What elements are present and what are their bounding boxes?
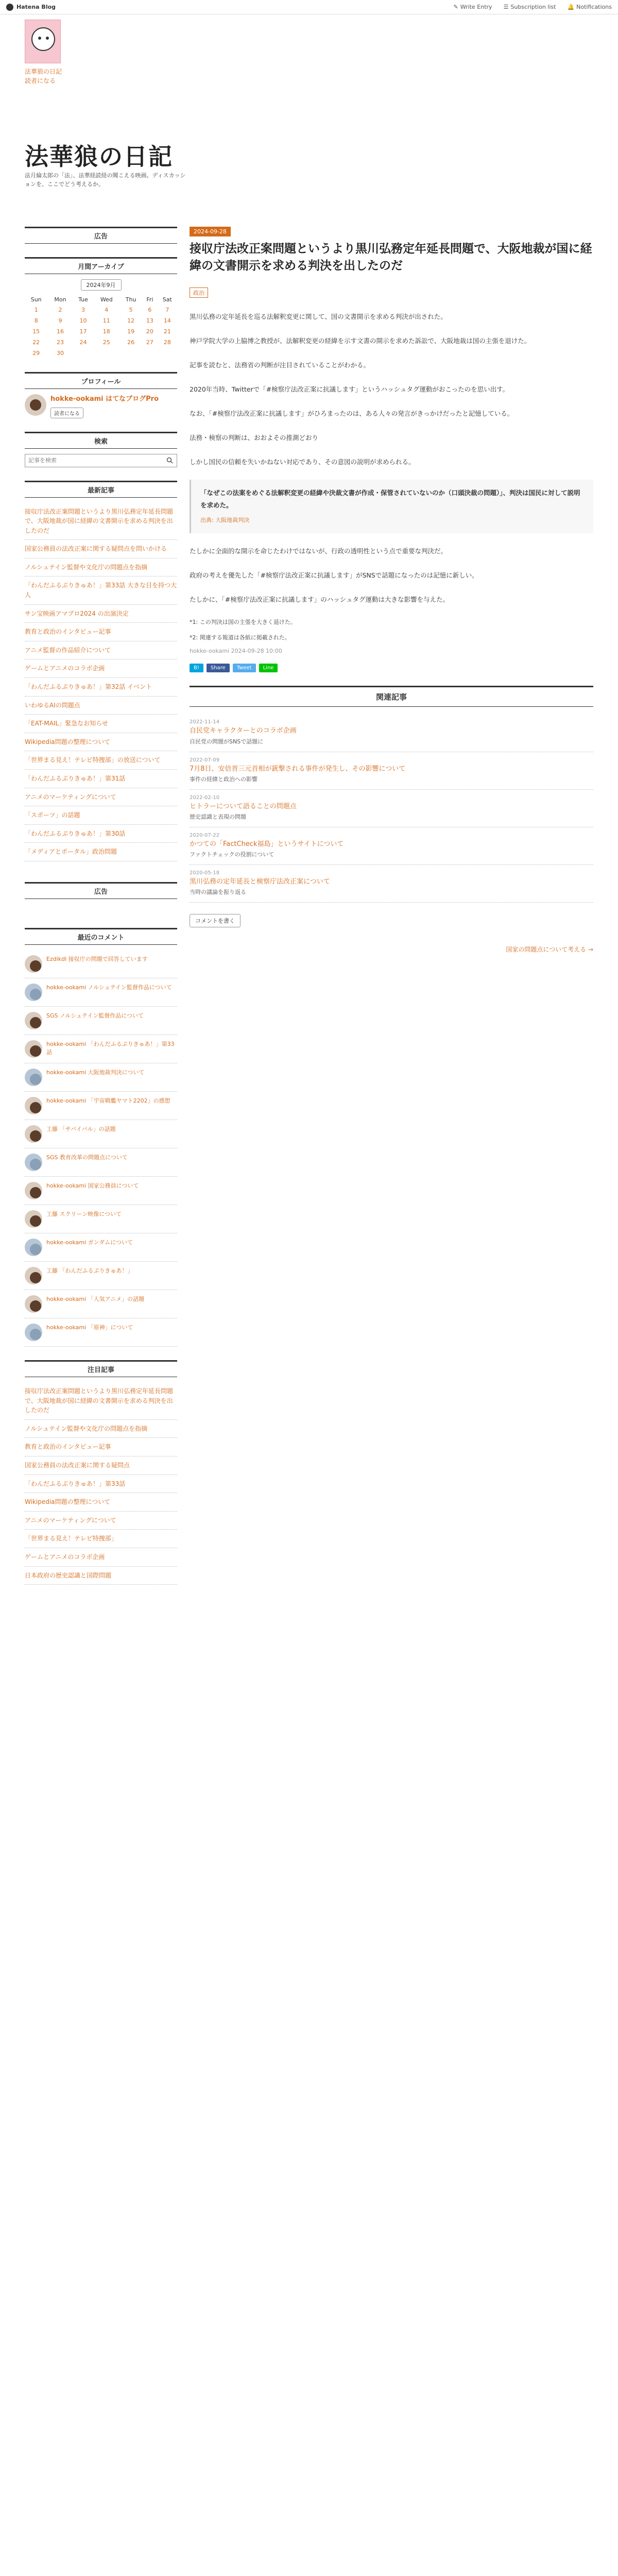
calendar-day[interactable]: 8 xyxy=(34,317,38,324)
recent-entry xyxy=(25,641,177,660)
popular-entry-link[interactable]: ゲームとアニメのコラボ企画 xyxy=(25,1553,105,1561)
calendar-day[interactable]: 18 xyxy=(102,328,110,335)
calendar-weekday: Wed xyxy=(100,296,113,303)
popular-entry xyxy=(25,1567,177,1585)
blog-tagline-name[interactable]: 法華狼の日記 xyxy=(25,68,62,75)
calendar-day[interactable]: 7 xyxy=(165,307,169,313)
comment-link[interactable]: hokke-ookami 「わんだふるぷりきゅあ！」第33話 xyxy=(46,1040,175,1056)
calendar-day[interactable]: 2 xyxy=(58,307,62,313)
popular-entry xyxy=(25,1548,177,1567)
recent-entry-link[interactable]: 「わんだふるぷりきゅあ！」第32話 イベント xyxy=(25,683,152,691)
blog-subscribe-link[interactable]: 読者になる xyxy=(25,77,56,84)
calendar-day[interactable]: 30 xyxy=(56,350,64,357)
write-comment-button[interactable]: コメントを書く xyxy=(190,914,241,927)
popular-entry xyxy=(25,1493,177,1512)
popular-entry-link[interactable]: 日本政府の歴史認識と国際問題 xyxy=(25,1571,112,1579)
comment-item xyxy=(25,1148,177,1177)
recent-entry-link[interactable]: アニメ監督の作品紹介について xyxy=(25,646,111,654)
article-quote xyxy=(190,480,593,533)
commenter-avatar[interactable] xyxy=(25,1239,42,1256)
search-title: 検索 xyxy=(25,432,177,449)
popular-entry xyxy=(25,1456,177,1475)
comment-item xyxy=(25,1205,177,1233)
related-snippet: 当時の議論を振り返る xyxy=(190,889,246,896)
popular-entry xyxy=(25,1475,177,1494)
related-title-link[interactable]: 7月8日、安倍晋三元首相が銃撃される事件が発生し、その影響について xyxy=(190,765,406,773)
calendar-weekday: Thu xyxy=(125,296,136,303)
comment-link[interactable]: SGS ノルシュテイン監督作品について xyxy=(46,1012,144,1019)
related-date: 2022-11-14 xyxy=(190,719,220,725)
footnote: *1: この判決は国の主張を大きく退けた。 xyxy=(190,618,296,625)
recent-entry xyxy=(25,825,177,843)
calendar-day[interactable]: 6 xyxy=(148,307,152,313)
commenter-avatar[interactable] xyxy=(25,1210,42,1228)
quote-source[interactable]: 出典: 大阪地裁判決 xyxy=(200,517,250,524)
next-entry-link[interactable]: 国家の問題点について考える → xyxy=(506,945,593,953)
recent-entries-widget xyxy=(25,481,177,861)
calendar-weekday: Sun xyxy=(30,296,42,303)
profile-widget xyxy=(25,372,177,418)
blog-mascot-image[interactable] xyxy=(25,20,61,63)
global-links xyxy=(454,4,612,10)
popular-entry-link[interactable]: 教育と政治のインタビュー記事 xyxy=(25,1443,111,1451)
recent-entry xyxy=(25,697,177,715)
related-snippet: 事件の経緯と政治への影響 xyxy=(190,776,258,783)
popular-entry-link[interactable]: アニメのマーケティングについて xyxy=(25,1516,116,1524)
calendar-day[interactable]: 16 xyxy=(56,328,64,335)
popular-entry-link[interactable]: 国家公務員の法改正案に関する疑問点 xyxy=(25,1461,130,1469)
hatena-logo-icon xyxy=(6,4,13,11)
recent-entry xyxy=(25,751,177,770)
profile-card xyxy=(25,394,177,418)
recent-entry xyxy=(25,770,177,788)
article-paragraph: 神戸学院大学の上脇博之教授が、法解釈変更の経緯を示す文書の開示を求めた訴訟で、大阪地裁は国の主張を退けた。 xyxy=(190,336,531,345)
comment-item xyxy=(25,1120,177,1148)
search-input[interactable] xyxy=(25,454,162,467)
calendar-day[interactable]: 25 xyxy=(102,339,110,346)
recent-entry-link[interactable]: 「スポーツ」の話題 xyxy=(25,811,80,819)
calendar-day xyxy=(158,348,177,359)
comment-link[interactable]: hokke-ookami 「原神」について xyxy=(46,1324,133,1331)
comment-link[interactable]: hokke-ookami ガンダムについて xyxy=(46,1239,133,1246)
calendar-day[interactable]: 12 xyxy=(127,317,135,324)
related-date: 2020-07-22 xyxy=(190,832,220,838)
commenter-avatar[interactable] xyxy=(25,955,42,973)
recent-comments-list xyxy=(25,950,177,1347)
calendar-day[interactable]: 22 xyxy=(32,339,40,346)
search-box xyxy=(25,454,177,467)
comment-link[interactable]: 工藤 スクリーン映像について xyxy=(46,1210,122,1217)
ads-title: 広告 xyxy=(25,227,177,244)
calendar xyxy=(25,295,177,359)
calendar-day[interactable]: 15 xyxy=(32,328,40,335)
global-header xyxy=(0,0,618,14)
subscription-list-link[interactable]: ☰ Subscription list xyxy=(503,4,556,10)
article-paragraph: 政府の考えを優先した「#検察庁法改正案に抗議します」がSNSで話題になったのは記憶に新しい。 xyxy=(190,571,478,579)
profile-title: プロフィール xyxy=(25,372,177,389)
hatena-logo-text: Hatena Blog xyxy=(16,4,56,10)
calendar-weekday: Sat xyxy=(162,296,172,303)
calendar-day[interactable]: 27 xyxy=(146,339,153,346)
article-paragraph: 法務・検察の判断は、おおよその推測どおり xyxy=(190,433,319,442)
related-title-link[interactable]: 黒川弘務の定年延長と検察庁法改正案について xyxy=(190,877,330,886)
comment-link[interactable]: hokke-ookami 「宇宙戦艦ヤマト2202」の感想 xyxy=(46,1097,170,1104)
recent-comments-title: 最近のコメント xyxy=(25,928,177,945)
write-entry-link[interactable]: ✎ Write Entry xyxy=(453,4,492,10)
line-button[interactable]: Line xyxy=(259,664,278,672)
profile-name[interactable]: hokke-ookami はてなブログPro xyxy=(50,395,159,403)
article-author-line: hokke-ookami 2024-09-28 10:00 xyxy=(190,648,282,655)
commenter-avatar[interactable] xyxy=(25,1267,42,1284)
blog-title[interactable]: 法華狼の日記 xyxy=(25,143,173,171)
related-date: 2022-02-10 xyxy=(190,794,220,801)
recent-entry xyxy=(25,806,177,825)
recent-entry xyxy=(25,659,177,678)
article-paragraph: たしかに全面的な開示を命じたわけではないが、行政の透明性という点で重要な判決だ。 xyxy=(190,547,448,555)
popular-widget xyxy=(25,1360,177,1585)
comment-link[interactable]: Ezdikdl 接収庁の問題で回答しています xyxy=(46,955,148,962)
calendar-day[interactable]: 21 xyxy=(163,328,171,335)
archive-widget xyxy=(25,257,177,359)
commenter-avatar[interactable] xyxy=(25,1012,42,1029)
recent-entry xyxy=(25,788,177,807)
recent-entry-link[interactable]: 「わんだふるぷりきゅあ！」第31話 xyxy=(25,775,126,782)
commenter-avatar[interactable] xyxy=(25,1125,42,1143)
comment-item xyxy=(25,1262,177,1290)
commenter-avatar[interactable] xyxy=(25,1324,42,1341)
calendar-day[interactable]: 11 xyxy=(102,317,110,324)
recent-entry xyxy=(25,843,177,861)
recent-comments-widget xyxy=(25,928,177,1347)
recent-entries-list xyxy=(25,503,177,861)
related-title: 関連記事 xyxy=(190,686,593,707)
related-item xyxy=(190,714,593,752)
comment-link[interactable]: 工藤 「わんだふるぷりきゅあ！」 xyxy=(46,1267,133,1274)
comment-link[interactable]: hokke-ookami 国家公務員について xyxy=(46,1182,139,1189)
popular-entry-link[interactable]: 「世界まる見え！テレビ特捜部」 xyxy=(25,1535,117,1543)
calendar-day[interactable]: 24 xyxy=(79,339,87,346)
notifications-link[interactable]: 🔔 Notifications xyxy=(567,4,612,10)
calendar-day[interactable]: 9 xyxy=(58,317,62,324)
comment-item xyxy=(25,1318,177,1347)
popular-title: 注目記事 xyxy=(25,1360,177,1377)
related-snippet: 歴史認識と表現の問題 xyxy=(190,814,246,821)
comment-item xyxy=(25,1233,177,1262)
comment-item xyxy=(25,978,177,1007)
quote-text: 「なぜこの法案をめぐる法解釈変更の経緯や決裁文書が作成・保管されていないのか（口頭決裁の問題）」、判決は国民に対して説明を求めた。 xyxy=(200,488,580,510)
sidebar xyxy=(25,227,177,1598)
article-title[interactable]: 接収庁法改正案問題というより黒川弘務定年延長問題で、大阪地裁が国に経緯の文書開示を求める判決を出したのだ xyxy=(190,242,592,273)
popular-entry xyxy=(25,1530,177,1548)
recent-entry-link[interactable]: 「わんだふるぷりきゅあ！」第33話 大きな目を持つ大人 xyxy=(25,582,177,599)
recent-entry xyxy=(25,540,177,558)
calendar-day[interactable]: 26 xyxy=(127,339,135,346)
blog-description: 法月綸太郎の「法」、法華経読経の聞こえる映画。ディスカッションを、ここでどう考えるか。 xyxy=(25,172,186,188)
comment-link[interactable]: SGS 教育改革の問題点について xyxy=(46,1154,128,1161)
calendar-day[interactable]: 20 xyxy=(146,328,153,335)
calendar-day[interactable]: 1 xyxy=(34,307,38,313)
article-paragraph: 記事を読むと、法務省の判断が注目されていることがわかる。 xyxy=(190,361,370,369)
recent-entry-link[interactable]: 国家公務員の法改正案に関する疑問点を問いかける xyxy=(25,545,167,553)
commenter-avatar[interactable] xyxy=(25,1182,42,1199)
comment-link[interactable]: hokke-ookami 大阪地裁判決について xyxy=(46,1069,145,1076)
comment-item xyxy=(25,1177,177,1205)
commenter-avatar[interactable] xyxy=(25,1040,42,1058)
related-snippet: 自民党の問題がSNSで話題に xyxy=(190,738,264,745)
calendar-day[interactable]: 23 xyxy=(56,339,64,346)
article-category[interactable]: 政治 xyxy=(190,287,208,298)
recent-entry xyxy=(25,605,177,623)
comment-item xyxy=(25,1007,177,1035)
recent-entry xyxy=(25,577,177,604)
article-paragraph: 2020年当時、Twitterで「#検察庁法改正案に抗議します」というハッシュタグ運動がおこったのを思い出す。 xyxy=(190,385,509,393)
article-paragraph: たしかに、「#検察庁法改正案に抗議します」のハッシュタグ運動は大きな影響を与えた。 xyxy=(190,595,449,603)
comment-item xyxy=(25,950,177,978)
article-body-1 xyxy=(190,310,593,468)
calendar-day[interactable]: 13 xyxy=(146,317,153,324)
recent-entry xyxy=(25,678,177,697)
calendar-day[interactable]: 29 xyxy=(32,350,40,357)
popular-entry-link[interactable]: 「わんだふるぷりきゅあ！」第33話 xyxy=(25,1480,126,1487)
profile-avatar[interactable] xyxy=(25,394,46,416)
recent-entry-link[interactable]: サン宝映画アマプロ2024 の出演決定 xyxy=(25,609,129,617)
popular-entry xyxy=(25,1512,177,1530)
calendar-month-select[interactable]: 2024年9月 xyxy=(25,279,177,291)
calendar-day xyxy=(119,348,142,359)
related-list xyxy=(190,714,593,902)
commenter-avatar[interactable] xyxy=(25,1154,42,1171)
calendar-day[interactable]: 28 xyxy=(163,339,171,346)
blog-header xyxy=(25,14,593,236)
ads-widget-2 xyxy=(25,882,177,914)
article-body-2 xyxy=(190,545,593,606)
calendar-day[interactable]: 17 xyxy=(79,328,87,335)
share-button[interactable]: Share xyxy=(207,664,230,672)
popular-entry xyxy=(25,1438,177,1456)
popular-entry-link[interactable]: ノルシュテイン監督や文化庁の問題点を指摘 xyxy=(25,1425,148,1432)
article-paragraph: 黒川弘務の定年延長を巡る法解釈変更に関して、国の文書開示を求める判決が出された。 xyxy=(190,312,447,320)
recent-entry-link[interactable]: 接収庁法改正案問題というより黒川弘務定年延長問題で、大阪地裁が国に経緯の文書開示を求める判決を出したのだ xyxy=(25,507,174,534)
recent-entry xyxy=(25,733,177,752)
tweet-button[interactable]: Tweet xyxy=(233,664,256,672)
calendar-day[interactable]: 3 xyxy=(81,307,85,313)
comment-link[interactable]: hokke-ookami 「人気アニメ」の話題 xyxy=(46,1295,145,1302)
recent-entry xyxy=(25,623,177,641)
recent-entry xyxy=(25,503,177,540)
related-title-link[interactable]: 自民党キャラクターとのコラボ企画 xyxy=(190,727,297,735)
calendar-day xyxy=(93,348,119,359)
popular-entry-link[interactable]: Wikipedia問題の整理について xyxy=(25,1498,111,1506)
recent-entry-link[interactable]: ゲームとアニメのコラボ企画 xyxy=(25,665,105,672)
calendar-day xyxy=(142,348,158,359)
recent-entry-link[interactable]: 教育と政治のインタビュー記事 xyxy=(25,628,111,636)
recent-entry-link[interactable]: アニメのマーケティングについて xyxy=(25,793,116,801)
commenter-avatar[interactable] xyxy=(25,984,42,1001)
related-item xyxy=(190,827,593,865)
blog-tagline xyxy=(25,67,62,86)
popular-entry xyxy=(25,1382,177,1420)
recent-entry-link[interactable]: 「メディアとポータル」政治問題 xyxy=(25,848,117,856)
calendar-day[interactable]: 19 xyxy=(127,328,135,335)
related-item xyxy=(190,865,593,903)
calendar-day xyxy=(73,348,94,359)
recent-entry-link[interactable]: 「わんだふるぷりきゅあ！」第30話 xyxy=(25,829,126,837)
related-date: 2020-05-18 xyxy=(190,870,220,876)
related-title-link[interactable]: ヒトラーについて語ることの問題点 xyxy=(190,802,297,810)
related-item xyxy=(190,752,593,790)
ads-widget xyxy=(25,227,177,244)
related-snippet: ファクトチェックの役割について xyxy=(190,851,274,858)
hatena-logo[interactable] xyxy=(6,4,56,11)
calendar-weekday: Fri xyxy=(146,296,153,303)
search-widget xyxy=(25,432,177,467)
comment-item xyxy=(25,1092,177,1120)
article-date[interactable]: 2024-09-28 xyxy=(190,227,231,236)
footnotes xyxy=(190,617,593,643)
archive-title: 月間アーカイブ xyxy=(25,257,177,274)
calendar-day[interactable]: 14 xyxy=(163,317,171,324)
subscribe-button[interactable]: 読者になる xyxy=(50,408,83,418)
recent-entries-title: 最新記事 xyxy=(25,481,177,498)
recent-entry-link[interactable]: 「世界まる見え！テレビ特捜部」の放送について xyxy=(25,756,161,764)
recent-entry xyxy=(25,715,177,733)
hatena-bookmark-button[interactable]: B! xyxy=(190,664,203,672)
calendar-day[interactable]: 10 xyxy=(79,317,87,324)
recent-entry-link[interactable]: 「EAT-MAIL」緊急なお知らせ xyxy=(25,720,108,727)
commenter-avatar[interactable] xyxy=(25,1295,42,1313)
related-item xyxy=(190,790,593,827)
recent-entry-link[interactable]: いわゆるAIの問題点 xyxy=(25,701,80,709)
comment-link[interactable]: hokke-ookami ノルシュテイン監督作品について xyxy=(46,984,172,991)
calendar-weekday: Mon xyxy=(54,296,66,303)
calendar-weekday: Tue xyxy=(78,296,88,303)
footnote: *2: 関連する報道は各紙に掲載された。 xyxy=(190,634,290,641)
popular-entries-list xyxy=(25,1382,177,1585)
popular-entry-link[interactable]: 接収庁法改正案問題というより黒川弘務定年延長問題で、大阪地裁が国に経緯の文書開示を求める判決を出したのだ xyxy=(25,1387,174,1414)
ads-title-2: 広告 xyxy=(25,882,177,899)
commenter-avatar[interactable] xyxy=(25,1069,42,1086)
related-title-link[interactable]: かつての「FactCheck福島」というサイトについて xyxy=(190,840,344,848)
calendar-day[interactable]: 5 xyxy=(129,307,133,313)
article-paragraph: なお、「#検察庁法改正案に抗議します」がひろまったのは、ある人々の発言がきっかけだったと記憶している。 xyxy=(190,409,514,417)
recent-entry xyxy=(25,558,177,577)
related-date: 2022-07-09 xyxy=(190,757,220,763)
search-icon[interactable] xyxy=(162,454,177,467)
comment-item xyxy=(25,1063,177,1092)
share-buttons xyxy=(190,664,593,672)
comment-link[interactable]: 工藤 「サバイバル」の話題 xyxy=(46,1125,116,1132)
recent-entry-link[interactable]: ノルシュテイン監督や文化庁の問題点を指摘 xyxy=(25,563,148,571)
commenter-avatar[interactable] xyxy=(25,1097,42,1114)
main-content xyxy=(190,227,593,954)
article-paragraph: しかし国民の信頼を失いかねない対応であり、その意図の説明が求められる。 xyxy=(190,457,415,466)
comment-item xyxy=(25,1035,177,1063)
recent-entry-link[interactable]: Wikipedia問題の整理について xyxy=(25,738,111,745)
popular-entry xyxy=(25,1420,177,1438)
calendar-day[interactable]: 4 xyxy=(105,307,109,313)
comment-item xyxy=(25,1290,177,1318)
